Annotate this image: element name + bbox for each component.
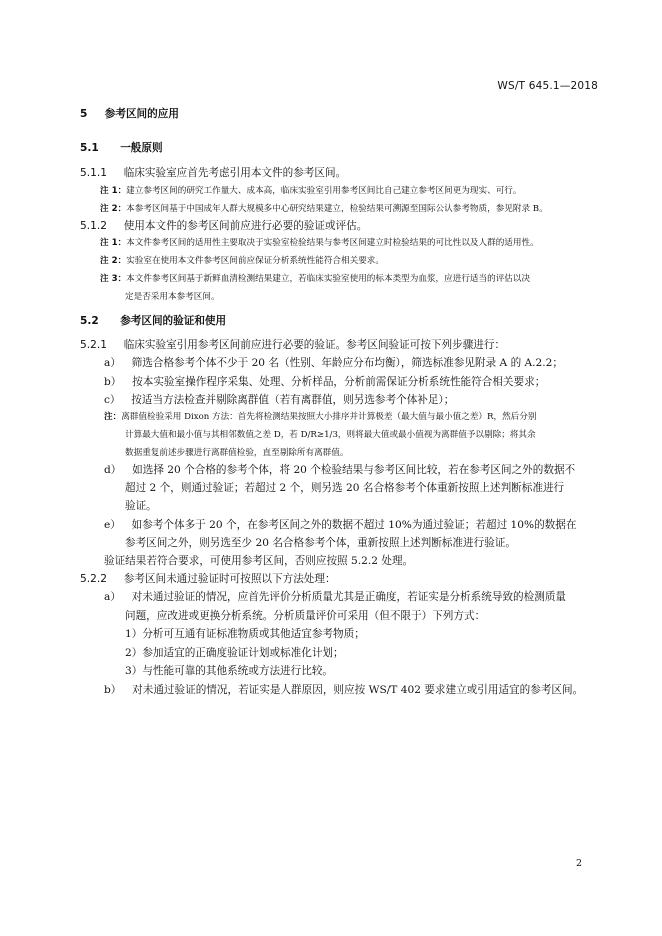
list-label: c） (104, 394, 121, 406)
note-text: 本文件参考区间的适用性主要取决于实验室检验结果与参考区间建立时检验结果的可比性以及人群的适用性。 (126, 238, 539, 248)
section-5-2-heading (80, 314, 226, 328)
note (100, 203, 548, 215)
clause-conclusion: 验证结果若符合要求，可使用参考区间，否则应按照 5.2.2 处理。 (104, 555, 414, 567)
list-label: d） (104, 464, 122, 476)
note (100, 273, 530, 285)
note-continuation: 定是否采用本参考区间。 (125, 292, 220, 302)
list-item (104, 356, 563, 370)
list-text: 如参考个体多于 20 个，在参考区间之外的数据不超过 10%为通过验证；若超过 10%的数据在 (131, 519, 577, 531)
list-text: 对未通过验证的情况，若证实是人群原因，则应按 WS/T 402 要求建立或引用适宜的参考区间。 (132, 684, 584, 696)
note-text: 实验室在使用本文件参考区间前应保证分析系统性能符合相关要求。 (126, 256, 384, 266)
section-number: 5.1 (80, 142, 99, 154)
list-item (104, 393, 454, 407)
note-text: 建立参考区间的研究工作量大、成本高，临床实验室引用参考区间比自己建立参考区间更为现实、可行。 (126, 186, 522, 196)
note-label: 注 3： (100, 274, 127, 284)
list-label: b） (104, 684, 122, 696)
list-continuation: 验证。 (125, 500, 157, 512)
section-5-1-heading (80, 141, 163, 155)
clause-text: 参考区间未通过验证时可按照以下方法处理： (123, 573, 336, 585)
list-item (104, 518, 576, 532)
list-item (104, 683, 583, 697)
page-number: 2 (575, 858, 582, 869)
note-label: 注： (104, 412, 122, 422)
section-title: 参考区间的验证和使用 (120, 315, 227, 327)
list-continuation: 参考区间之外，则另选至少 20 名合格参考个体，重新按照上述判断标准进行验证。 (125, 537, 516, 549)
note (100, 255, 384, 267)
section-number: 5 (80, 108, 88, 120)
list-text: 按适当方法检查并剔除离群值（若有离群值，则另选参考个体补足）； (131, 394, 455, 406)
clause-number: 5.1.1 (80, 167, 107, 179)
note-text: 本参考区间基于中国成年人群大规模多中心研究结果建立，检验结果可溯源至国际公认参考物质，参见附录 B。 (126, 204, 548, 214)
note (104, 411, 536, 423)
clause-5-2-1 (80, 338, 505, 352)
section-title: 一般原则 (120, 142, 163, 154)
section-number: 5.2 (80, 315, 99, 327)
list-text: 对未通过验证的情况，应首先评价分析质量尤其是正确度，若证实是分析系统导致的检测质量 (131, 591, 567, 603)
sub-list-item: 3）与性能可靠的其他系统或方法进行比较。 (125, 665, 334, 677)
list-label: a） (104, 357, 121, 369)
list-continuation: 超过 2 个，则通过验证；若超过 2 个，则另选 20 名合格参考个体重新按照上述判断标准进行 (125, 482, 565, 494)
note-text: 本文件参考区间基于新鲜血清检测结果建立，若临床实验室使用的标本类型为血浆，应进行适当的评估以决 (126, 274, 531, 284)
sub-list-item: 2）参加适宜的正确度验证计划或标准化计划； (125, 647, 344, 659)
clause-5-1-2 (80, 219, 367, 233)
note-continuation: 计算最大值和最小值与其相邻数值之差 D，若 D/R≥1/3，则将最大值或最小值视为离群值予以剔除；将其余 (125, 430, 536, 440)
list-label: a） (104, 591, 121, 603)
clause-5-1-1 (80, 166, 346, 180)
clause-number: 5.2.2 (80, 573, 107, 585)
clause-text: 临床实验室引用参考区间前应进行必要的验证。参考区间验证可按下列步骤进行： (123, 339, 506, 351)
clause-text: 使用本文件的参考区间前应进行必要的验证或评估。 (123, 220, 368, 232)
note-label: 注 1： (100, 186, 127, 196)
clause-5-2-2 (80, 572, 336, 586)
list-label: b） (104, 376, 122, 388)
list-item (104, 590, 566, 604)
list-text: 如选择 20 个合格的参考个体，将 20 个检验结果与参考区间比较，若在参考区间之外的数据不 (132, 464, 576, 476)
note (100, 237, 539, 249)
sub-list-item: 1）分析可互通有证标准物质或其他适宜参考物质； (125, 628, 365, 640)
list-item (104, 375, 545, 389)
standard-id: WS/T 645.1—2018 (497, 80, 598, 92)
note-label: 注 2： (100, 256, 127, 266)
clause-number: 5.2.1 (80, 339, 107, 351)
list-continuation: 问题，应改进或更换分析系统。分析质量评价可采用（但不限于）下列方式： (125, 610, 486, 622)
note (100, 185, 522, 197)
note-continuation: 数据重复前述步骤进行离群值检验，直至剔除所有离群值。 (125, 448, 349, 458)
list-text: 按本实验室操作程序采集、处理、分析样品，分析前需保证分析系统性能符合相关要求； (132, 376, 546, 388)
note-text: 离群值检验采用 Dixon 方法：首先将检测结果按照大小排序并计算极差（最大值与最小值之差）R，然后分别 (121, 412, 537, 422)
note-label: 注 2： (100, 204, 127, 214)
clause-text: 临床实验室应首先考虑引用本文件的参考区间。 (123, 167, 347, 179)
note-label: 注 1： (100, 238, 127, 248)
list-text: 筛选合格参考个体不少于 20 名（性别、年龄应分布均衡），筛选标准参见附录 A 的 A.2.2； (131, 357, 563, 369)
list-label: e） (104, 519, 121, 531)
section-5-heading (80, 107, 179, 121)
clause-number: 5.1.2 (80, 220, 107, 232)
list-item (104, 463, 575, 477)
section-title: 参考区间的应用 (104, 108, 179, 120)
